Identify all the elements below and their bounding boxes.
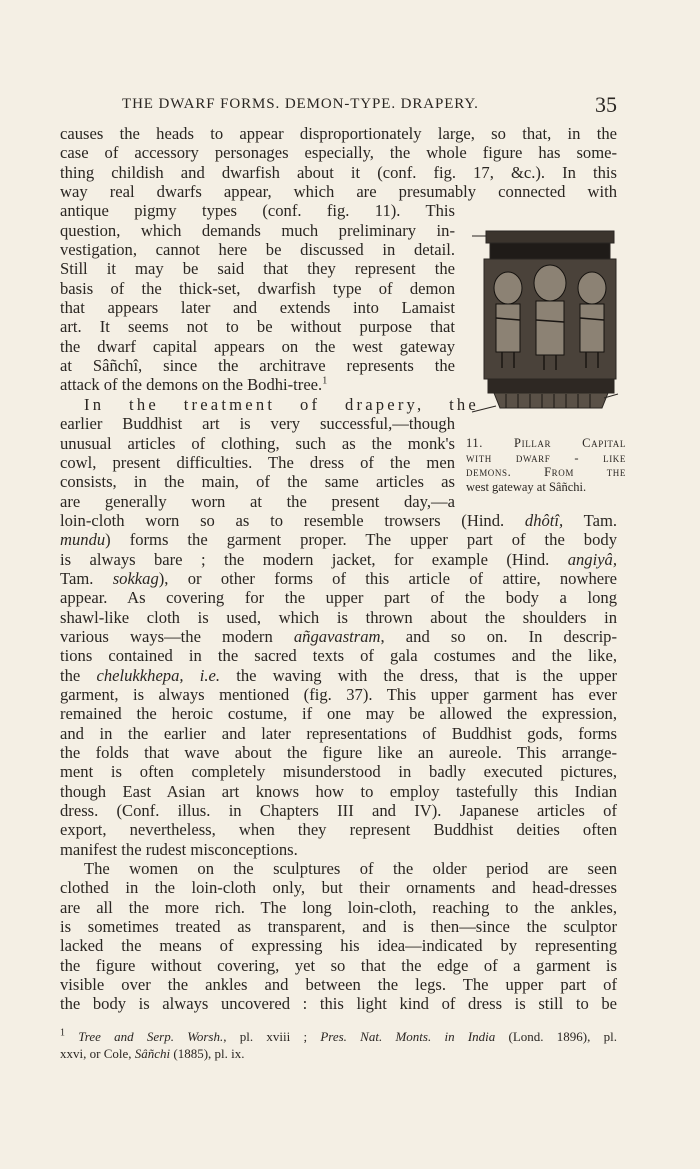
text-line: question, which demands much preliminary in- [60,220,455,240]
text-line: way real dwarfs appear, which are presumably connected with [60,182,617,202]
term-sokkag: sokkag [112,568,159,588]
text-line: are generally worn at the present day,—a [60,491,455,511]
text-fragment: The women on the sculptures of the older period are seen [84,859,617,879]
text-line: the dwarf capital appears on the west gateway [60,336,455,356]
text-line: dress. (Conf. illus. in Chapters III and IV). Japanese articles of [60,801,617,821]
text-line [60,859,617,878]
text-line: visible over the ankles and between the legs. The upper part of [60,975,617,995]
text-line: that appears later and extends into Lamaist [60,298,455,318]
figure-11 [466,228,626,494]
text-fragment: ) forms the garment proper. The upper part of the body [105,530,617,550]
text-line: earlier Buddhist art is very successful,—though [60,414,455,434]
text-line: garment, is always mentioned (fig. 37). This upper garment has ever [60,684,617,704]
text-line [60,627,617,646]
text-fragment: the [60,665,97,685]
text-fragment: xxvi, or Cole, [60,1046,135,1061]
text-fragment: loin-cloth worn so as to resemble trowsers (Hind. [60,510,525,530]
footnote-line [60,1045,617,1062]
text-fragment: , pl. xviii ; [223,1029,321,1044]
footnote-reference: 1 [322,375,328,387]
text-fragment: , and so on. In descrip- [380,626,617,646]
footnote-number: 1 [60,1027,65,1039]
text-line: the folds that wave about the figure like an aureole. This arrange- [60,743,617,762]
text-line: unusual articles of clothing, such as the monk's [60,433,455,453]
text-fragment: ), or other forms of this article of attire, nowhere [158,568,617,588]
text-line: manifest the rudest misconceptions. [60,839,298,859]
term-angavastram: añgavastram [293,626,381,646]
text-line: vestigation, cannot here be discussed in detail. [60,240,455,260]
text-line: appear. As covering for the upper part of the body a long [60,588,617,608]
footnote [60,1028,617,1062]
text-fragment: is always bare ; the modern jacket, for example (Hind. [60,549,568,569]
term-dhoti: dhôtî, [524,510,564,530]
text-line [60,666,617,685]
text-line: basis of the thick-set, dwarfish type of demon [60,278,455,298]
citation-title: Tree and Serp. Worsh. [78,1029,224,1044]
citation-title: Pres. Nat. Monts. in India [320,1029,496,1044]
text-line: is sometimes treated as transparent, and is then—since the sculptor [60,917,617,937]
text-line: Still it may be said that they represent the [60,259,455,279]
text-line [60,530,617,549]
text-fragment: the waving with the dress, that is the upper [220,665,617,685]
caption-line: demons. From the [466,465,626,479]
text-line: remained the heroic costume, if one may be allowed the expression, [60,704,617,724]
text-line: ment is often completely misunderstood in badly executed pictures, [60,762,617,782]
caption-line: 11. Pillar Capital [466,436,626,450]
text-line: case of accessory personages especially, the whole figure has some- [60,143,617,163]
text-line: the body is always uncovered : this light kind of dress is still to be [60,994,617,1014]
pillar-capital-illustration [466,228,626,428]
text-fragment: Tam. [563,510,617,530]
text-line [60,569,617,588]
text-line: causes the heads to appear disproportionately large, so that, in the [60,124,617,143]
figure-caption [466,436,626,494]
text-line: and in the earlier and later representations of Buddhist gods, forms [60,723,617,743]
term-chelukkhepa: chelukkhepa, i.e. [96,665,221,685]
page-number: 35 [595,92,617,117]
term-angiya: angiyâ, [567,549,617,569]
text-line: art. It seems not to be without purpose that [60,317,455,337]
text-line: thing childish and dwarfish about it (conf. fig. 17, &c.). In this [60,162,617,182]
page-header [60,92,617,122]
running-head: THE DWARF FORMS. DEMON-TYPE. DRAPERY. [122,96,479,112]
text-line: tions contained in the sacred texts of gala costumes and the like, [60,646,617,666]
text-line: export, nevertheless, when they represent Buddhist deities often [60,820,617,840]
text-fragment: Tam. [60,568,113,588]
caption-line: west gateway at Sâñchi. [466,479,587,494]
text-fragment: attack of the demons on the Bodhi-tree. [60,375,323,395]
text-line: cowl, present difficulties. The dress of the men [60,452,455,472]
text-line: are all the more rich. The long loin-cloth, reaching to the ankles, [60,897,617,917]
text-line: the figure without covering, yet so that the edge of a garment is [60,955,617,975]
citation-title: Sâñchi [134,1046,171,1061]
text-line: though East Asian art knows how to employ tastefully this Indian [60,781,617,801]
footnote-line [60,1028,617,1045]
term-mundu: mundu [60,530,106,550]
caption-line: with dwarf - like [466,450,626,465]
text-line: antique pigmy types (conf. fig. 11). This [60,201,455,221]
text-line: In the treatment of drapery, the [84,394,479,414]
text-line [60,511,617,530]
text-line: shawl-like cloth is used, which is thrown about the shoulders in [60,607,617,627]
text-line [60,375,455,394]
text-fragment: various ways—the modern [60,626,294,646]
text-line [60,550,617,569]
text-line: at Sâñchî, since the architrave represents the [60,356,455,376]
text-fragment: (Lond. 1896), pl. [495,1029,618,1044]
text-line: clothed in the loin-cloth only, but their ornaments and head-dresses [60,878,617,898]
text-line: consists, in the main, of the same articles as [60,472,455,492]
text-fragment: (1885), pl. ix. [170,1046,245,1061]
text-line: lacked the means of expressing his idea—indicated by representing [60,936,617,956]
